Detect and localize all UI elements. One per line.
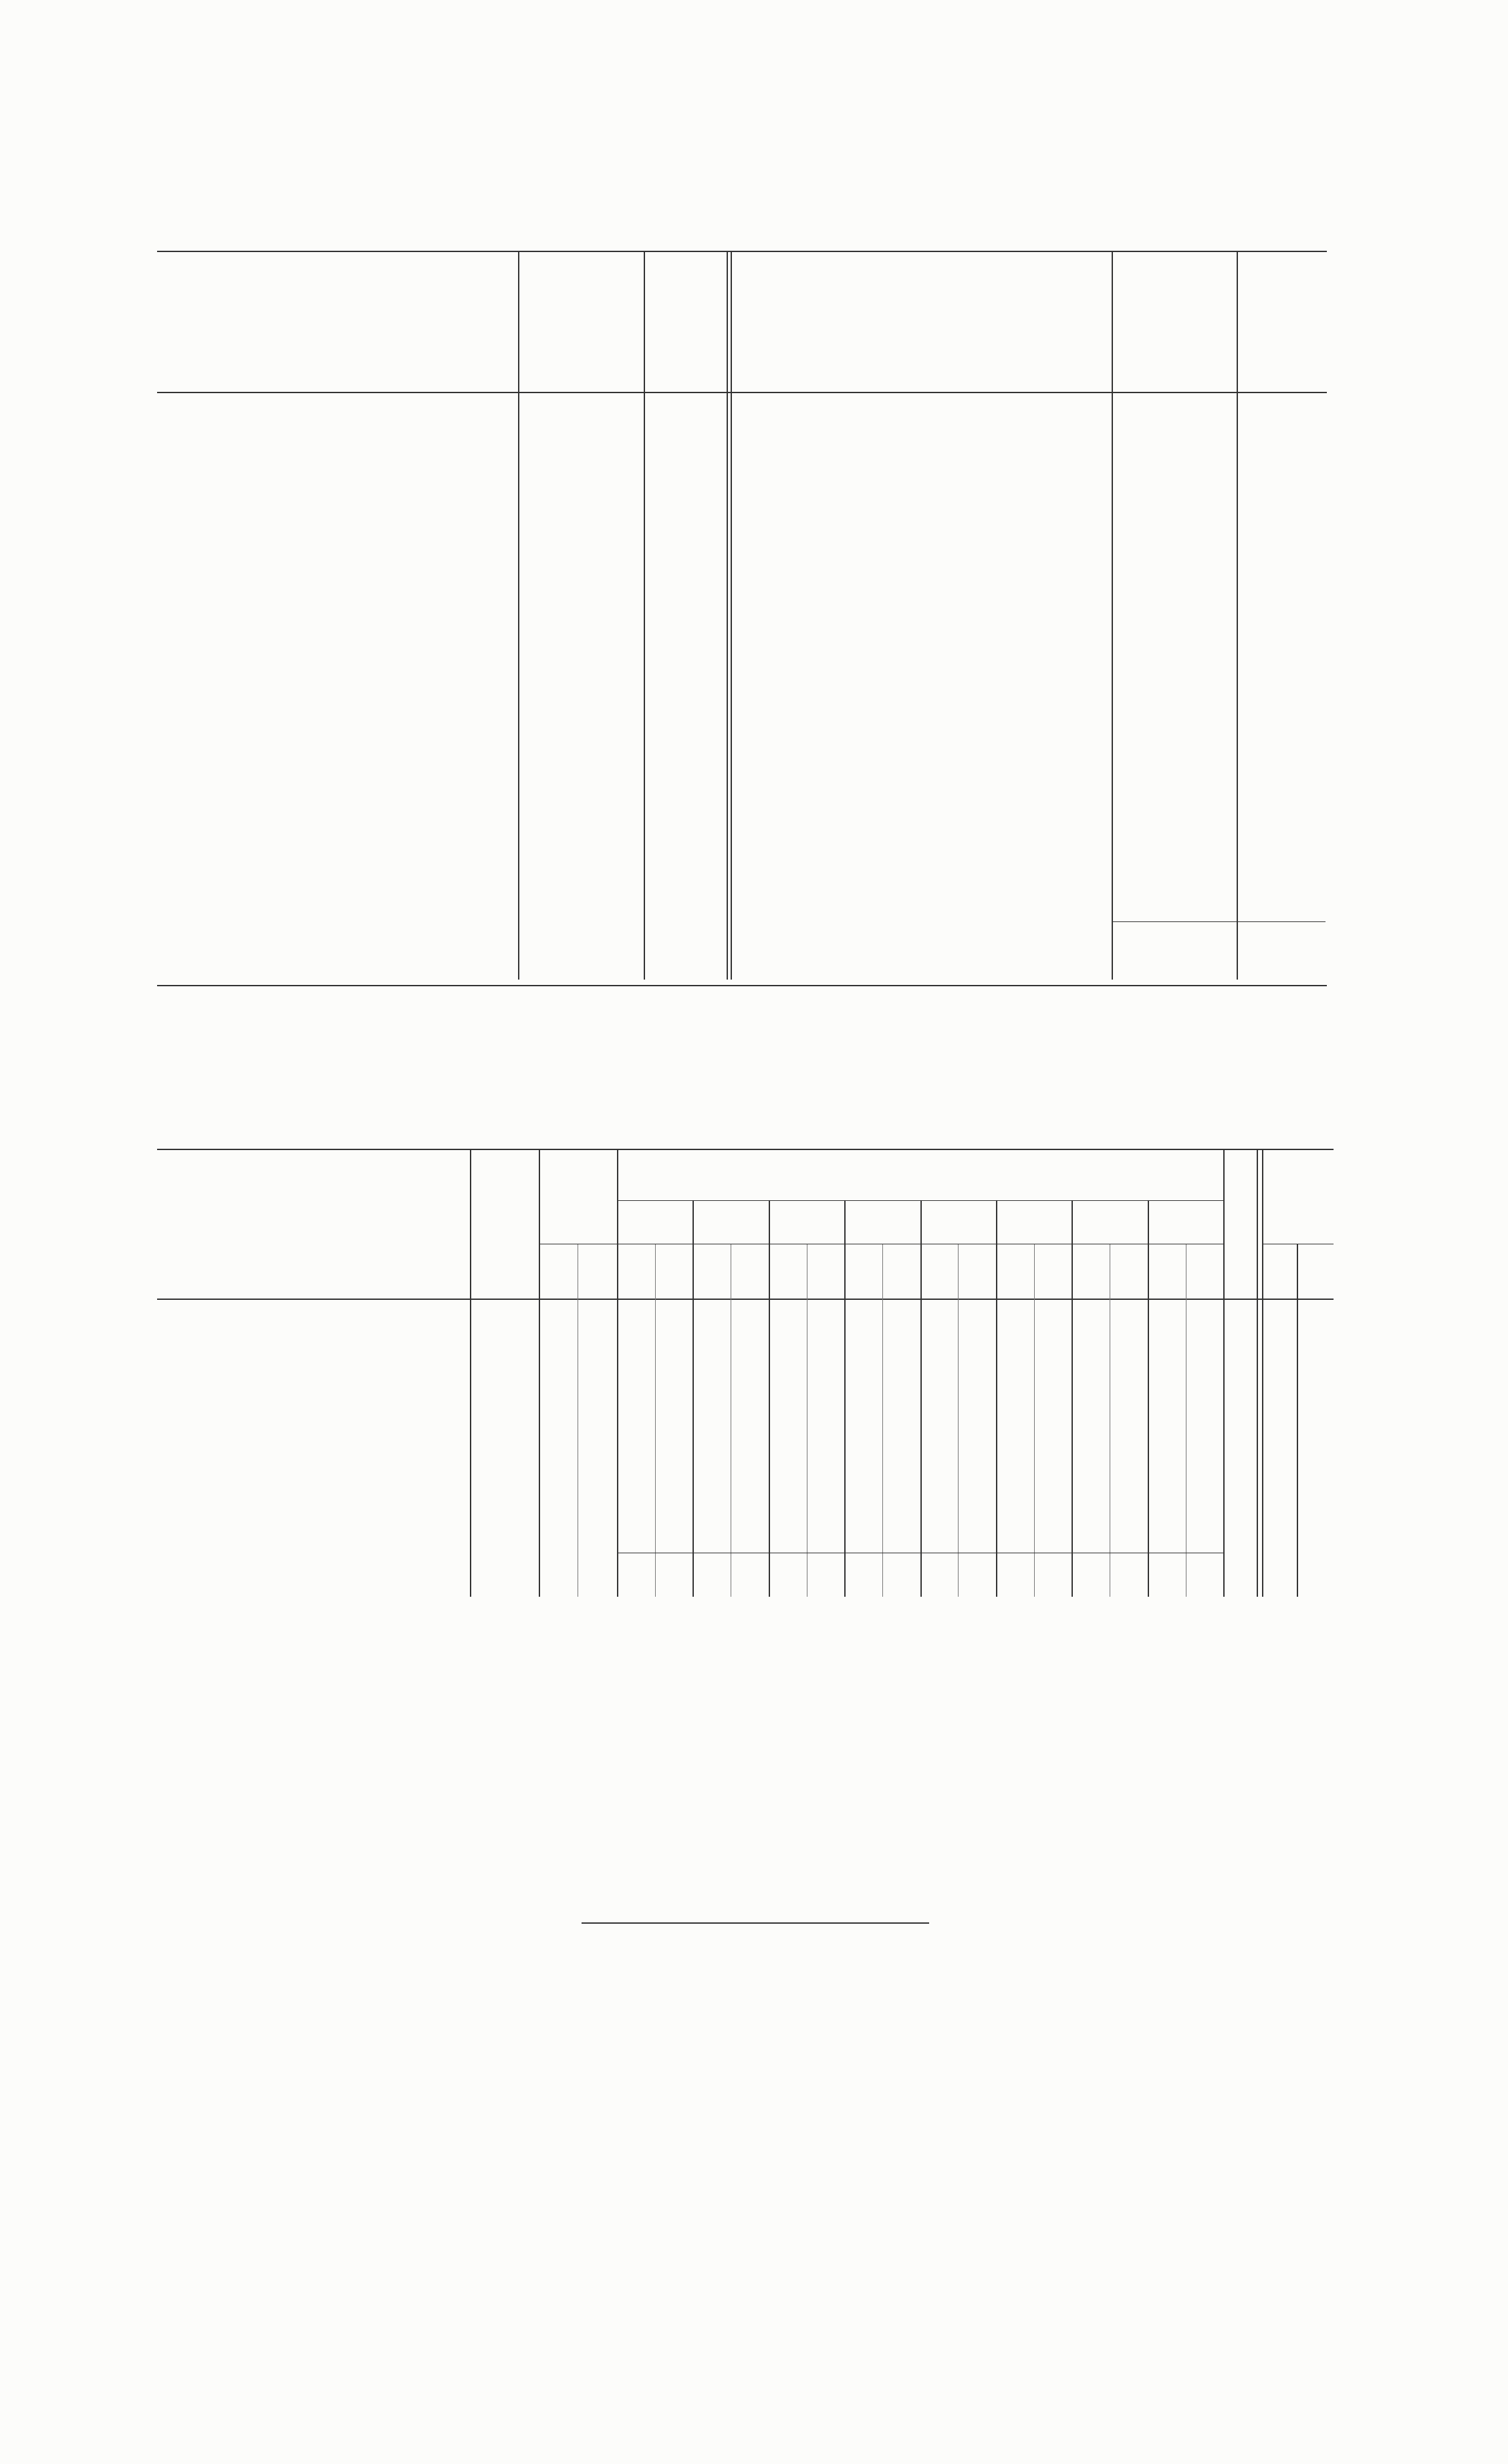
table-row — [0, 890, 1508, 912]
table-row — [0, 597, 1508, 619]
table-row — [0, 1345, 1508, 1367]
table-row — [0, 462, 1508, 484]
table-row — [0, 867, 1508, 889]
table-row — [0, 530, 1508, 552]
table-row — [0, 439, 1508, 461]
table-row — [0, 845, 1508, 867]
all-schools-row — [0, 931, 1508, 954]
table-row — [0, 642, 1508, 664]
currency-row — [0, 417, 1508, 439]
table-row — [0, 687, 1508, 709]
table-row — [0, 778, 1508, 800]
table-row — [0, 665, 1508, 687]
table-row — [0, 800, 1508, 822]
table-row — [0, 822, 1508, 845]
table-row — [0, 732, 1508, 754]
table-row — [0, 755, 1508, 777]
table-row — [0, 484, 1508, 506]
table-row — [0, 574, 1508, 596]
table-row — [0, 552, 1508, 574]
table-row — [0, 709, 1508, 732]
table-row — [0, 507, 1508, 529]
table-row — [0, 620, 1508, 642]
